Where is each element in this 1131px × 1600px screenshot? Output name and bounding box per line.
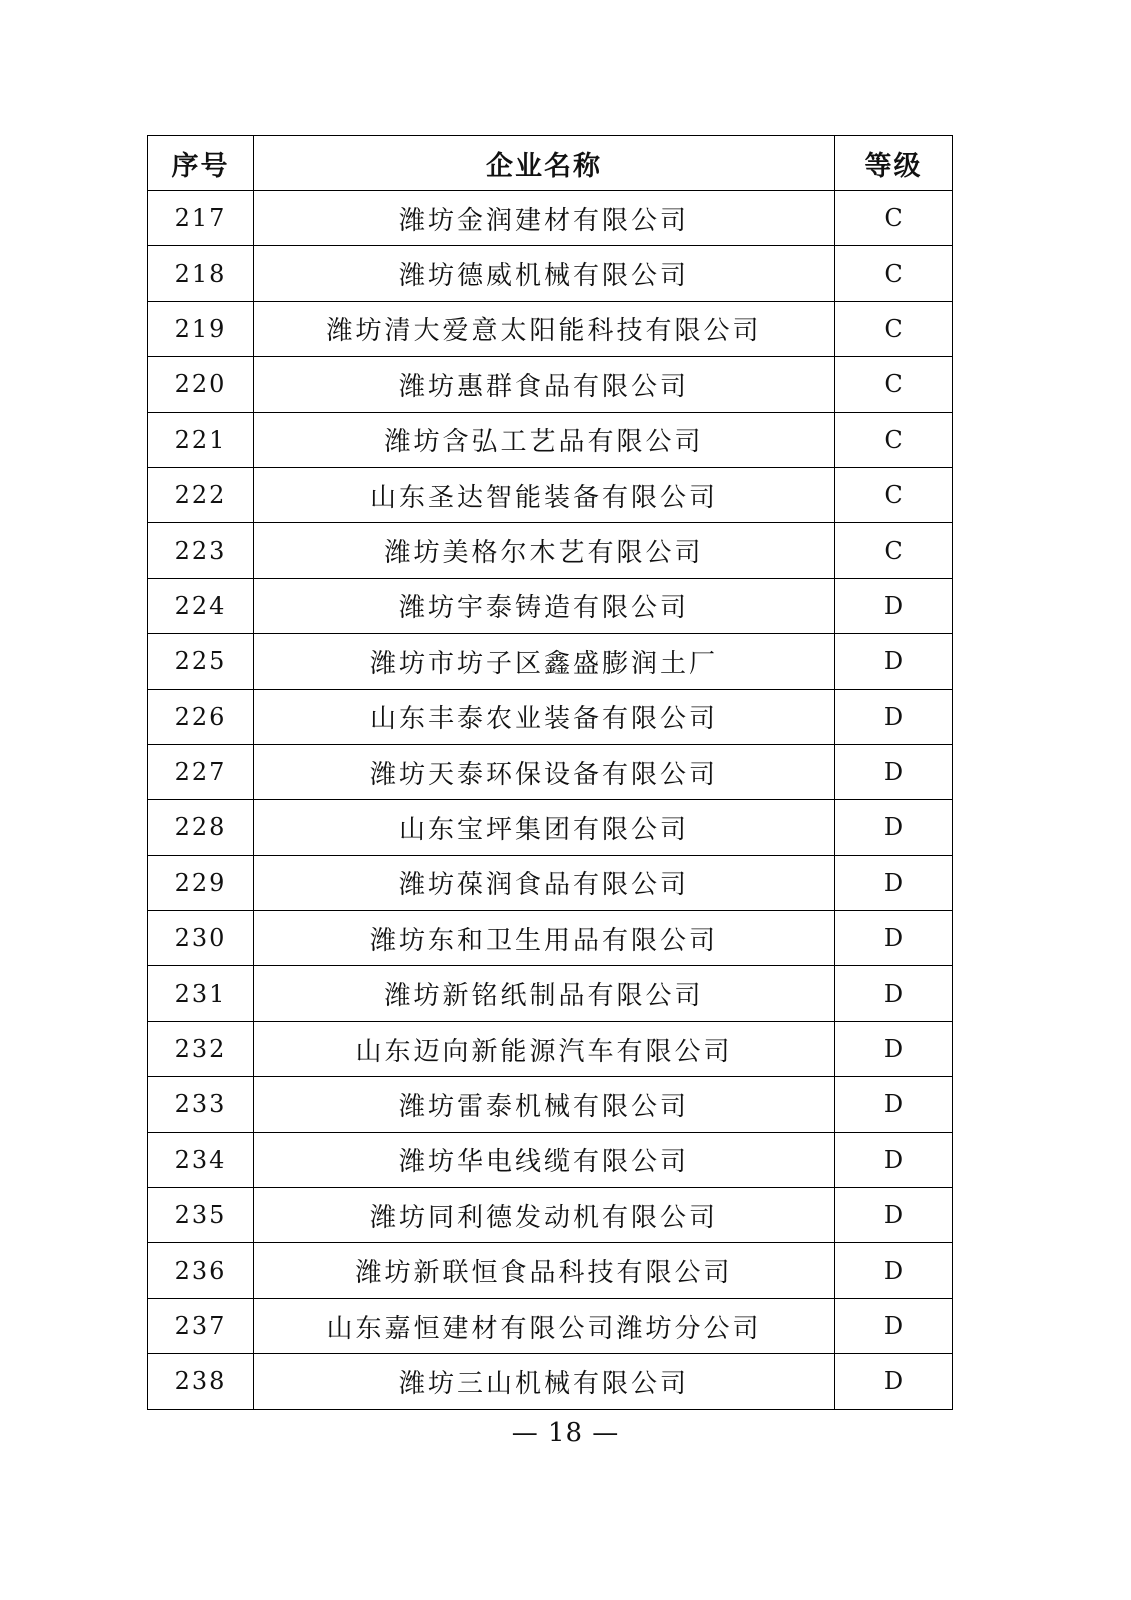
enterprise-name-cell: 潍坊德威机械有限公司 xyxy=(254,246,835,301)
serial-number-cell: 231 xyxy=(148,966,254,1021)
enterprise-name-cell: 潍坊含弘工艺品有限公司 xyxy=(254,412,835,467)
enterprise-name-cell: 潍坊雷泰机械有限公司 xyxy=(254,1077,835,1132)
page-number: — 18 — xyxy=(511,1418,620,1448)
table-row xyxy=(148,911,953,966)
table-row xyxy=(148,1132,953,1187)
grade-cell: D xyxy=(835,578,953,633)
grade-cell: D xyxy=(835,1188,953,1243)
header-enterprise-name: 企业名称 xyxy=(254,136,835,191)
table-row xyxy=(148,578,953,633)
grade-cell: D xyxy=(835,1298,953,1353)
serial-number-cell: 217 xyxy=(148,191,254,246)
serial-number-cell: 221 xyxy=(148,412,254,467)
serial-number-cell: 236 xyxy=(148,1243,254,1298)
grade-cell: D xyxy=(835,634,953,689)
enterprise-name-cell: 潍坊三山机械有限公司 xyxy=(254,1354,835,1409)
enterprise-name-cell: 潍坊同利德发动机有限公司 xyxy=(254,1188,835,1243)
enterprise-name-cell: 潍坊金润建材有限公司 xyxy=(254,191,835,246)
serial-number-cell: 222 xyxy=(148,467,254,522)
enterprise-name-cell: 潍坊惠群食品有限公司 xyxy=(254,357,835,412)
grade-cell: C xyxy=(835,301,953,356)
table-row xyxy=(148,1077,953,1132)
serial-number-cell: 230 xyxy=(148,911,254,966)
table-row xyxy=(148,1021,953,1076)
table-row xyxy=(148,1243,953,1298)
grade-cell: C xyxy=(835,523,953,578)
table-row xyxy=(148,800,953,855)
enterprise-name-cell: 潍坊东和卫生用品有限公司 xyxy=(254,911,835,966)
enterprise-name-cell: 潍坊新联恒食品科技有限公司 xyxy=(254,1243,835,1298)
grade-cell: D xyxy=(835,1243,953,1298)
table-row xyxy=(148,191,953,246)
grade-cell: D xyxy=(835,800,953,855)
enterprise-name-cell: 潍坊天泰环保设备有限公司 xyxy=(254,744,835,799)
serial-number-cell: 227 xyxy=(148,744,254,799)
table-row xyxy=(148,357,953,412)
grade-cell: C xyxy=(835,246,953,301)
grade-cell: D xyxy=(835,855,953,910)
grade-cell: D xyxy=(835,744,953,799)
table-row xyxy=(148,412,953,467)
table-row xyxy=(148,689,953,744)
grade-cell: C xyxy=(835,412,953,467)
serial-number-cell: 223 xyxy=(148,523,254,578)
serial-number-cell: 235 xyxy=(148,1188,254,1243)
table-row xyxy=(148,467,953,522)
table-row xyxy=(148,1354,953,1409)
serial-number-cell: 233 xyxy=(148,1077,254,1132)
enterprise-name-cell: 潍坊新铭纸制品有限公司 xyxy=(254,966,835,1021)
grade-cell: D xyxy=(835,689,953,744)
grade-cell: D xyxy=(835,966,953,1021)
table-row xyxy=(148,634,953,689)
table-row xyxy=(148,246,953,301)
table-row xyxy=(148,1188,953,1243)
serial-number-cell: 226 xyxy=(148,689,254,744)
serial-number-cell: 225 xyxy=(148,634,254,689)
grade-cell: C xyxy=(835,467,953,522)
enterprise-name-cell: 山东嘉恒建材有限公司潍坊分公司 xyxy=(254,1298,835,1353)
table-row xyxy=(148,301,953,356)
enterprise-name-cell: 潍坊华电线缆有限公司 xyxy=(254,1132,835,1187)
grade-cell: D xyxy=(835,911,953,966)
enterprise-grade-table xyxy=(147,135,953,1410)
enterprise-name-cell: 山东宝坪集团有限公司 xyxy=(254,800,835,855)
enterprise-name-cell: 潍坊葆润食品有限公司 xyxy=(254,855,835,910)
serial-number-cell: 237 xyxy=(148,1298,254,1353)
table-row xyxy=(148,855,953,910)
serial-number-cell: 224 xyxy=(148,578,254,633)
enterprise-name-cell: 潍坊宇泰铸造有限公司 xyxy=(254,578,835,633)
table-header-row xyxy=(148,136,953,191)
table-row xyxy=(148,744,953,799)
grade-cell: D xyxy=(835,1354,953,1409)
header-serial-number: 序号 xyxy=(148,136,254,191)
grade-cell: D xyxy=(835,1132,953,1187)
serial-number-cell: 238 xyxy=(148,1354,254,1409)
serial-number-cell: 220 xyxy=(148,357,254,412)
grade-cell: C xyxy=(835,357,953,412)
serial-number-cell: 232 xyxy=(148,1021,254,1076)
serial-number-cell: 228 xyxy=(148,800,254,855)
serial-number-cell: 229 xyxy=(148,855,254,910)
enterprise-name-cell: 潍坊市坊子区鑫盛膨润土厂 xyxy=(254,634,835,689)
enterprise-name-cell: 山东丰泰农业装备有限公司 xyxy=(254,689,835,744)
enterprise-name-cell: 潍坊清大爱意太阳能科技有限公司 xyxy=(254,301,835,356)
serial-number-cell: 219 xyxy=(148,301,254,356)
grade-cell: C xyxy=(835,191,953,246)
table-row xyxy=(148,1298,953,1353)
table-body xyxy=(148,191,953,1410)
enterprise-name-cell: 山东圣达智能装备有限公司 xyxy=(254,467,835,522)
table-row xyxy=(148,966,953,1021)
grade-cell: D xyxy=(835,1077,953,1132)
serial-number-cell: 218 xyxy=(148,246,254,301)
enterprise-name-cell: 山东迈向新能源汽车有限公司 xyxy=(254,1021,835,1076)
serial-number-cell: 234 xyxy=(148,1132,254,1187)
grade-cell: D xyxy=(835,1021,953,1076)
header-grade: 等级 xyxy=(835,136,953,191)
table-row xyxy=(148,523,953,578)
enterprise-name-cell: 潍坊美格尔木艺有限公司 xyxy=(254,523,835,578)
